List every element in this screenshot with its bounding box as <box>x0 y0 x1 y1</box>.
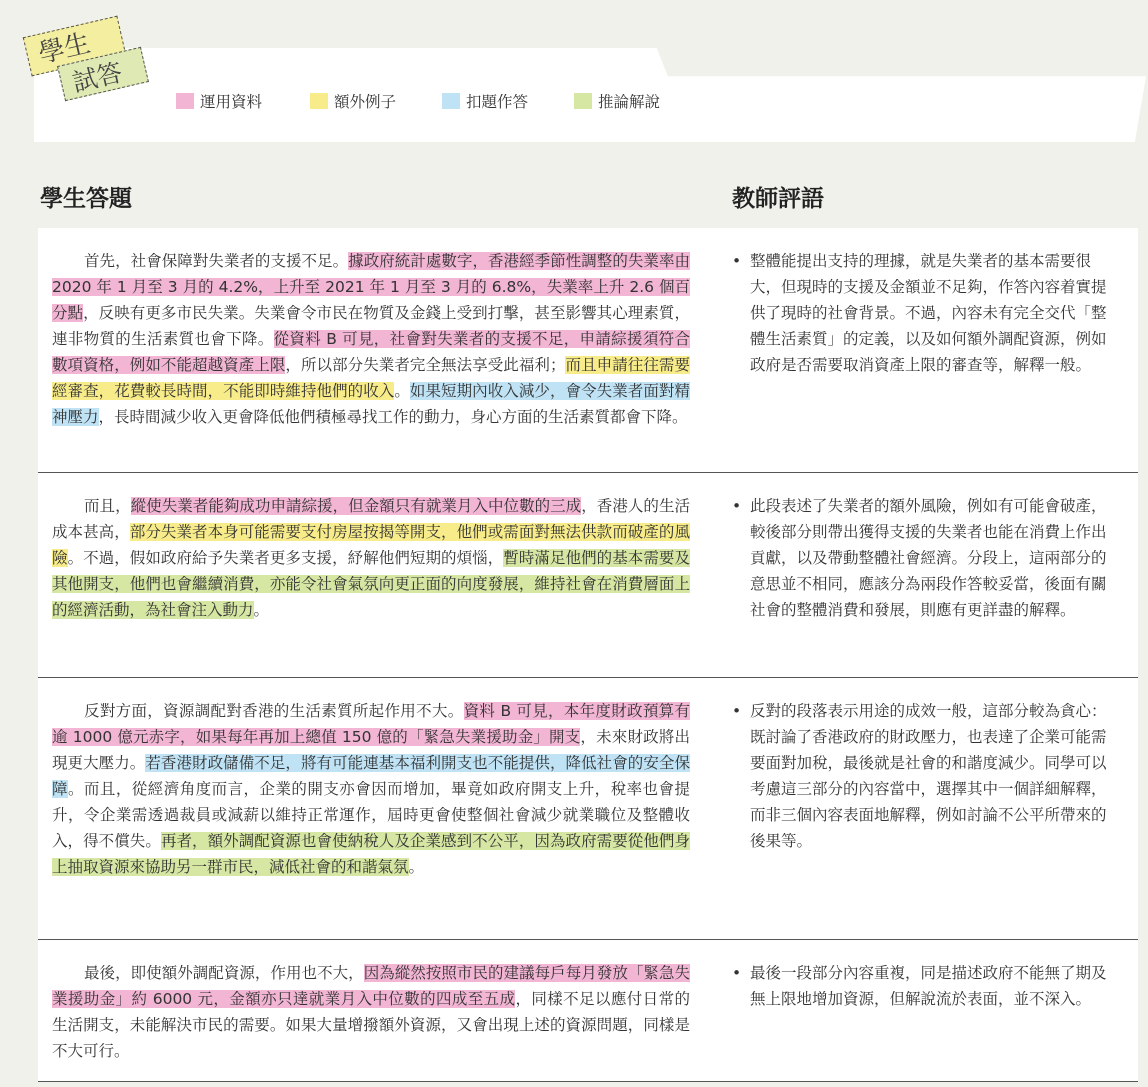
highlighted-segment: 如果短期內收入減少，會令失業者面對精神壓力 <box>52 382 690 426</box>
legend-item-examples <box>310 90 396 112</box>
student-answer <box>52 493 690 623</box>
comment-text: 反對的段落表示用途的成效一般，這部分較為貪心：既討論了香港政府的財政壓力，也表達了企業可能需要面對加稅，最後就是社會的和諧度減少。同學可以考慮這三部分的內容當中，選擇其中一個詳細解釋，而非三個內容表面地解釋，例如討論不公平所帶來的後果等。 <box>750 702 1107 850</box>
answer-text <box>52 960 690 1064</box>
legend-swatch-pink <box>176 93 194 109</box>
badge-line2: 試答 <box>69 57 125 98</box>
text-segment: 。不過，假如政府給予失業者更多支援，紓解他們短期的煩惱， <box>67 549 504 567</box>
text-segment: 反對方面，資源調配對香港的生活素質所起作用不大。 <box>84 702 464 720</box>
bullet-icon: • <box>732 497 742 515</box>
answer-text <box>52 698 690 880</box>
student-answer <box>52 248 690 430</box>
student-answer <box>52 698 690 880</box>
highlighted-segment: 若香港財政儲備不足，將有可能連基本福利開支也不能提供，降低社會的安全保障 <box>52 754 690 798</box>
text-segment: 。而且，從經濟角度而言，企業的開支亦會因而增加，畢竟如政府開支上升，稅率也會提升，令企業需透過裁員或減薪以維持正常運作，屆時更會使整個社會減少就業職位及整體收入，得不償失。 <box>52 780 690 850</box>
answer-row <box>38 473 1138 678</box>
student-answer-heading: 學生答題 <box>40 186 132 212</box>
text-segment: 。 <box>253 601 270 619</box>
comment-text: 此段表述了失業者的額外風險，例如有可能會破產，較後部分則帶出獲得支援的失業者也能在消費上作出貢獻，以及帶動整體社會經濟。分段上，這兩部分的意思並不相同，應該分為兩段作答較妥當，後面有關社會的整體消費和發展，則應有更詳盡的解釋。 <box>750 497 1107 619</box>
text-segment: 最後，即使額外調配資源，作用也不大， <box>84 964 364 982</box>
text-segment: 首先，社會保障對失業者的支援不足。 <box>84 252 349 270</box>
highlighted-segment: 從資料 B 可見，社會對失業者的支援不足，申請綜援須符合數項資格，例如不能超越資產上限 <box>52 330 690 374</box>
teacher-comment-heading: 教師評語 <box>732 186 824 212</box>
text-segment: ，反映有更多市民失業。失業會令市民在物質及金錢上受到打擊，甚至影響其心理素質，連非物質的生活素質也會下降。 <box>52 304 690 348</box>
legend-swatch-blue <box>442 93 460 109</box>
answer-text <box>52 248 690 430</box>
legend-label: 額外例子 <box>334 93 397 111</box>
legend-item-reasoning <box>574 90 660 112</box>
student-attempt-badge <box>8 10 148 100</box>
comment-text: 最後一段部分內容重複，同是描述政府不能無了期及無上限地增加資源，但解說流於表面，並不深入。 <box>750 964 1107 1008</box>
text-segment: ，所以部分失業者完全無法享受此福利； <box>285 356 566 374</box>
bullet-icon: • <box>732 702 742 720</box>
legend-label: 扣題作答 <box>466 93 529 111</box>
highlighted-segment: 因為縱然按照市民的建議每戶每月發放「緊急失業援助金」約 6000 元，金額亦只達就業月入中位數的四成至五成 <box>52 964 690 1008</box>
highlighted-segment: 而且申請往往需要經審查，花費較長時間，不能即時維持他們的收入 <box>52 356 690 400</box>
badge-line1: 學生 <box>35 28 94 70</box>
teacher-comment <box>732 248 1114 378</box>
highlighted-segment: 資料 B 可見，本年度財政預算有逾 1000 億元赤字，如果每年再加上總值 150 億的「緊急失業援助金」開支 <box>52 702 690 746</box>
highlighted-segment: 縱使失業者能夠成功申請綜援，但金額只有就業月入中位數的三成 <box>130 497 582 515</box>
legend-swatch-green <box>574 93 592 109</box>
answer-text <box>52 493 690 623</box>
text-segment: 。 <box>408 858 425 876</box>
legend-label: 推論解說 <box>598 93 661 111</box>
highlighted-segment: 暫時滿足他們的基本需要及其他開支，他們也會繼續消費，亦能令社會氣氛向更正面的向度發展，維持社會在消費層面上的經濟活動，為社會注入動力 <box>52 549 690 619</box>
teacher-comment <box>732 698 1114 854</box>
answer-row <box>38 228 1138 473</box>
text-segment: 。 <box>394 382 410 400</box>
answer-table <box>38 228 1138 1082</box>
answer-row <box>38 940 1138 1082</box>
bullet-icon: • <box>732 964 742 982</box>
highlighted-segment: 部分失業者本身可能需要支付房屋按揭等開支，他們或需面對無法供款而破產的風險 <box>52 523 690 567</box>
teacher-comment <box>732 493 1114 623</box>
highlighted-segment: 據政府統計處數字，香港經季節性調整的失業率由 2020 年 1 月至 3 月的 4.2%，上升至 2021 年 1 月至 3 月的 6.8%，失業率上升 2.6 個百分點 <box>52 252 690 322</box>
legend-item-on-topic <box>442 90 528 112</box>
legend-label: 運用資料 <box>200 93 263 111</box>
highlight-legend <box>176 90 706 112</box>
comment-text: 整體能提出支持的理據，就是失業者的基本需要很大，但現時的支援及金額並不足夠，作答內容着實提供了現時的社會背景。不過，內容未有完全交代「整體生活素質」的定義，以及如何額外調配資源，例如政府是否需要取消資產上限的審查等，解釋一般。 <box>750 252 1107 374</box>
teacher-comment <box>732 960 1114 1012</box>
text-segment: ，同樣不足以應付日常的生活開支，未能解決市民的需要。如果大量增撥額外資源，又會出現上述的資源問題，同樣是不大可行。 <box>52 990 690 1060</box>
student-answer <box>52 960 690 1064</box>
highlighted-segment: 再者，額外調配資源也會使納稅人及企業感到不公平，因為政府需要從他們身上抽取資源來協助另一群市民，減低社會的和諧氣氛 <box>52 832 690 876</box>
text-segment: ，長時間減少收入更會降低他們積極尋找工作的動力，身心方面的生活素質都會下降。 <box>98 408 688 426</box>
legend-item-data <box>176 90 262 112</box>
legend-swatch-yellow <box>310 93 328 109</box>
bullet-icon: • <box>732 252 742 270</box>
text-segment: ，未來財政將出現更大壓力。 <box>52 728 690 772</box>
answer-row <box>38 678 1138 940</box>
text-segment: ，香港人的生活成本甚高， <box>52 497 690 541</box>
text-segment: 而且， <box>84 497 131 515</box>
